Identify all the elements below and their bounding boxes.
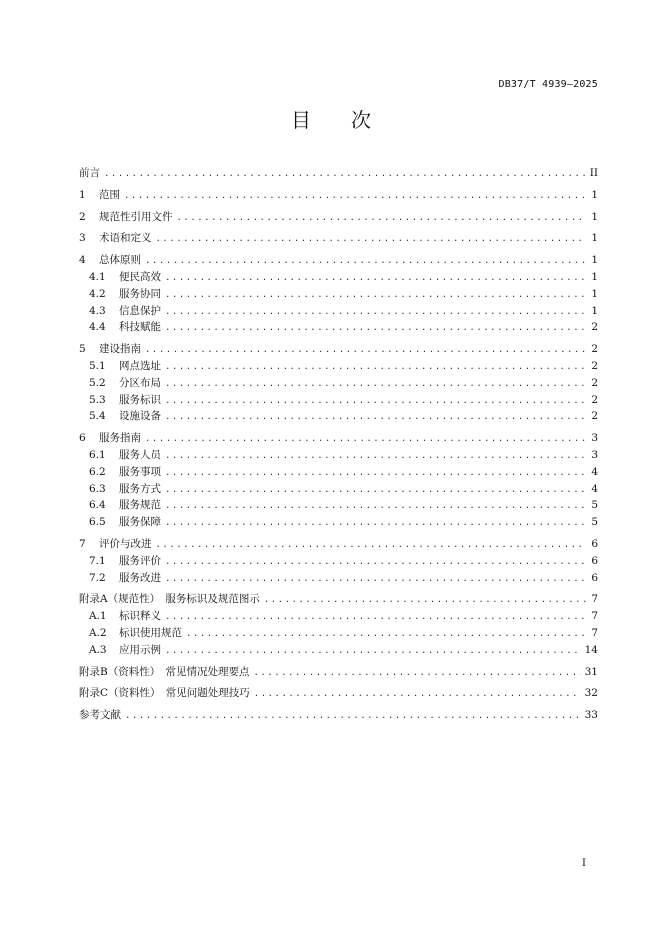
toc-dot-leader	[145, 431, 586, 448]
toc-entry-number: 4.1	[89, 270, 106, 283]
toc-entry-number: 7	[79, 537, 86, 550]
toc-entry-label: 服务指南	[99, 432, 141, 445]
toc-entry[interactable]	[79, 536, 598, 553]
toc-dot-leader	[165, 554, 586, 571]
toc-dot-leader	[165, 304, 586, 321]
toc-subentry[interactable]	[79, 642, 598, 659]
toc-dot-leader	[165, 571, 586, 588]
toc-entry-page: 2	[591, 376, 598, 389]
toc-entry-label: 标识释义	[119, 610, 161, 623]
toc-entry-page: 3	[591, 448, 598, 461]
toc-entry-number: 6	[79, 432, 86, 445]
toc-entry-label: 范围	[99, 188, 120, 201]
toc-dot-leader	[165, 376, 586, 393]
toc-entry-page: 2	[591, 343, 598, 356]
toc-entry-label: 服务改进	[119, 571, 161, 584]
toc-subentry[interactable]	[79, 625, 598, 642]
document-code: DB37/T 4939—2025	[498, 79, 598, 90]
toc-entry-page: 2	[591, 393, 598, 406]
toc-subentry[interactable]	[79, 303, 598, 320]
toc-dot-leader	[156, 231, 587, 248]
toc-entry-number: 6.1	[89, 448, 106, 461]
toc-dot-leader	[165, 393, 586, 410]
toc-entry-number: A.2	[89, 626, 107, 639]
page-number: I	[582, 858, 586, 869]
toc-entry-page: 32	[584, 687, 598, 700]
toc-entry-number: 7.2	[89, 571, 106, 584]
toc-entry-page: 6	[591, 537, 598, 550]
toc-entry-number: 5	[79, 343, 86, 356]
toc-entry-page: 5	[591, 499, 598, 512]
toc-entry-number: 7.1	[89, 554, 106, 567]
toc-entry-label: 服务人员	[119, 448, 161, 461]
toc-subentry[interactable]	[79, 286, 598, 303]
toc-subentry[interactable]	[79, 481, 598, 498]
toc-entry-label: 服务规范	[119, 499, 161, 512]
toc-entry-page: 6	[591, 554, 598, 567]
toc-entry-number: 5.1	[89, 359, 106, 372]
toc-dot-leader	[165, 287, 586, 304]
toc-entry-number: 2	[79, 210, 86, 223]
toc-entry-number: 6.2	[89, 465, 106, 478]
toc-entry[interactable]	[79, 664, 598, 681]
toc-dot-leader	[104, 166, 586, 183]
toc-entry[interactable]	[79, 707, 598, 724]
toc-entry-label: 附录C（资料性） 常见问题处理技巧	[79, 687, 250, 700]
toc-entry-number: 6.4	[89, 499, 106, 512]
toc-subentry[interactable]	[79, 358, 598, 375]
toc-dot-leader	[165, 482, 586, 499]
toc-entry[interactable]	[79, 430, 598, 447]
toc-entry-page: 2	[591, 359, 598, 372]
toc-entry-label: 前言	[79, 167, 100, 179]
toc-entry-label: 规范性引用文件	[99, 210, 173, 223]
toc-entry-number: 1	[79, 188, 86, 201]
toc-entry-number: 4.4	[89, 321, 106, 334]
toc-entry-number: 5.3	[89, 393, 106, 406]
toc-entry-label: 建设指南	[99, 343, 141, 356]
toc-entry-number: 4	[79, 254, 86, 267]
toc-entry-label: 网点选址	[119, 359, 161, 372]
toc-entry-page: 1	[591, 304, 598, 317]
toc-subentry[interactable]	[79, 269, 598, 286]
toc-entry-page: 5	[591, 516, 598, 529]
toc-entry-page: 33	[584, 709, 598, 722]
toc-entry-page: II	[589, 167, 598, 179]
toc-dot-leader	[145, 342, 586, 359]
toc-entry-label: 便民高效	[119, 270, 161, 283]
toc-subentry[interactable]	[79, 608, 598, 625]
toc-entry-number: A.3	[89, 643, 107, 656]
toc-dot-leader	[253, 665, 580, 682]
toc-entry-label: 术语和定义	[99, 232, 152, 245]
toc-entry-label: 服务协同	[119, 287, 161, 300]
toc-entry-page: 1	[591, 254, 598, 267]
toc-entry-page: 1	[591, 210, 598, 223]
toc-entry[interactable]	[79, 341, 598, 358]
toc-dot-leader	[156, 537, 587, 554]
toc-entry-page: 7	[591, 593, 598, 606]
toc-subentry[interactable]	[79, 408, 598, 425]
toc-entry-page: 4	[591, 465, 598, 478]
toc-dot-leader	[165, 498, 586, 515]
toc-entry[interactable]	[79, 209, 598, 226]
toc-subentry[interactable]	[79, 553, 598, 570]
toc-entry-page: 7	[591, 610, 598, 623]
toc-entry-page: 7	[591, 626, 598, 639]
toc-entry-label: 科技赋能	[119, 321, 161, 334]
toc-entry-page: 1	[591, 188, 598, 201]
toc-dot-leader	[165, 270, 586, 287]
toc-entry-number: 5.2	[89, 376, 106, 389]
toc-entry-page: 6	[591, 571, 598, 584]
toc-entry-page: 31	[584, 665, 598, 678]
toc-entry-number: 4.3	[89, 304, 106, 317]
toc-entry-page: 1	[591, 270, 598, 283]
toc-subentry[interactable]	[79, 447, 598, 464]
toc-entry[interactable]	[79, 187, 598, 204]
toc-dot-leader	[177, 210, 587, 227]
toc-subentry[interactable]	[79, 570, 598, 587]
toc-entry-page: 3	[591, 432, 598, 445]
toc-entry-label: 设施设备	[119, 410, 161, 423]
toc-entry-label: 附录B（资料性） 常见情况处理要点	[79, 665, 250, 678]
toc-entry-number: 6.5	[89, 516, 106, 529]
toc-dot-leader	[165, 465, 586, 482]
toc-entry[interactable]	[79, 230, 598, 247]
toc-entry-label: 附录A（规范性） 服务标识及规范图示	[79, 593, 260, 606]
table-of-contents	[79, 165, 598, 724]
toc-entry-label: 服务方式	[119, 482, 161, 495]
toc-entry-label: 信息保护	[119, 304, 161, 317]
toc-dot-leader	[165, 515, 586, 532]
toc-entry-page: 2	[591, 321, 598, 334]
toc-entry-label: 应用示例	[119, 643, 161, 656]
toc-subentry[interactable]	[79, 319, 598, 336]
toc-dot-leader	[165, 320, 586, 337]
toc-entry[interactable]	[79, 591, 598, 608]
toc-dot-leader	[186, 626, 586, 643]
toc-dot-leader	[125, 708, 581, 725]
toc-dot-leader	[165, 359, 586, 376]
toc-dot-leader	[165, 448, 586, 465]
toc-entry[interactable]	[79, 165, 598, 182]
toc-entry-number: 4.2	[89, 287, 106, 300]
toc-entry-label: 服务保障	[119, 516, 161, 529]
toc-entry-page: 1	[591, 287, 598, 300]
toc-entry-label: 分区布局	[119, 376, 161, 389]
page-title: 目次	[291, 108, 411, 132]
toc-entry-label: 服务评价	[119, 554, 161, 567]
toc-dot-leader	[165, 609, 586, 626]
toc-entry-label: 参考文献	[79, 709, 121, 722]
toc-dot-leader	[254, 686, 581, 703]
toc-entry-number: 6.3	[89, 482, 106, 495]
toc-subentry[interactable]	[79, 392, 598, 409]
toc-dot-leader	[145, 253, 586, 270]
toc-subentry[interactable]	[79, 497, 598, 514]
toc-entry[interactable]	[79, 252, 598, 269]
toc-subentry[interactable]	[79, 514, 598, 531]
toc-entry-page: 2	[591, 410, 598, 423]
toc-entry-number: A.1	[89, 610, 107, 623]
toc-entry-page: 1	[591, 232, 598, 245]
toc-entry-page: 4	[591, 482, 598, 495]
toc-entry-label: 标识使用规范	[119, 626, 182, 639]
toc-entry-number: 5.4	[89, 410, 106, 423]
toc-subentry[interactable]	[79, 464, 598, 481]
toc-dot-leader	[165, 643, 581, 660]
toc-entry-label: 评价与改进	[99, 537, 152, 550]
toc-entry-number: 3	[79, 232, 86, 245]
toc-entry-page: 14	[584, 643, 598, 656]
toc-dot-leader	[124, 188, 586, 205]
toc-entry[interactable]	[79, 685, 598, 702]
toc-dot-leader	[264, 592, 586, 609]
toc-entry-label: 服务事项	[119, 465, 161, 478]
toc-dot-leader	[165, 409, 586, 426]
toc-entry-label: 服务标识	[119, 393, 161, 406]
toc-subentry[interactable]	[79, 375, 598, 392]
toc-entry-label: 总体原则	[99, 254, 141, 267]
